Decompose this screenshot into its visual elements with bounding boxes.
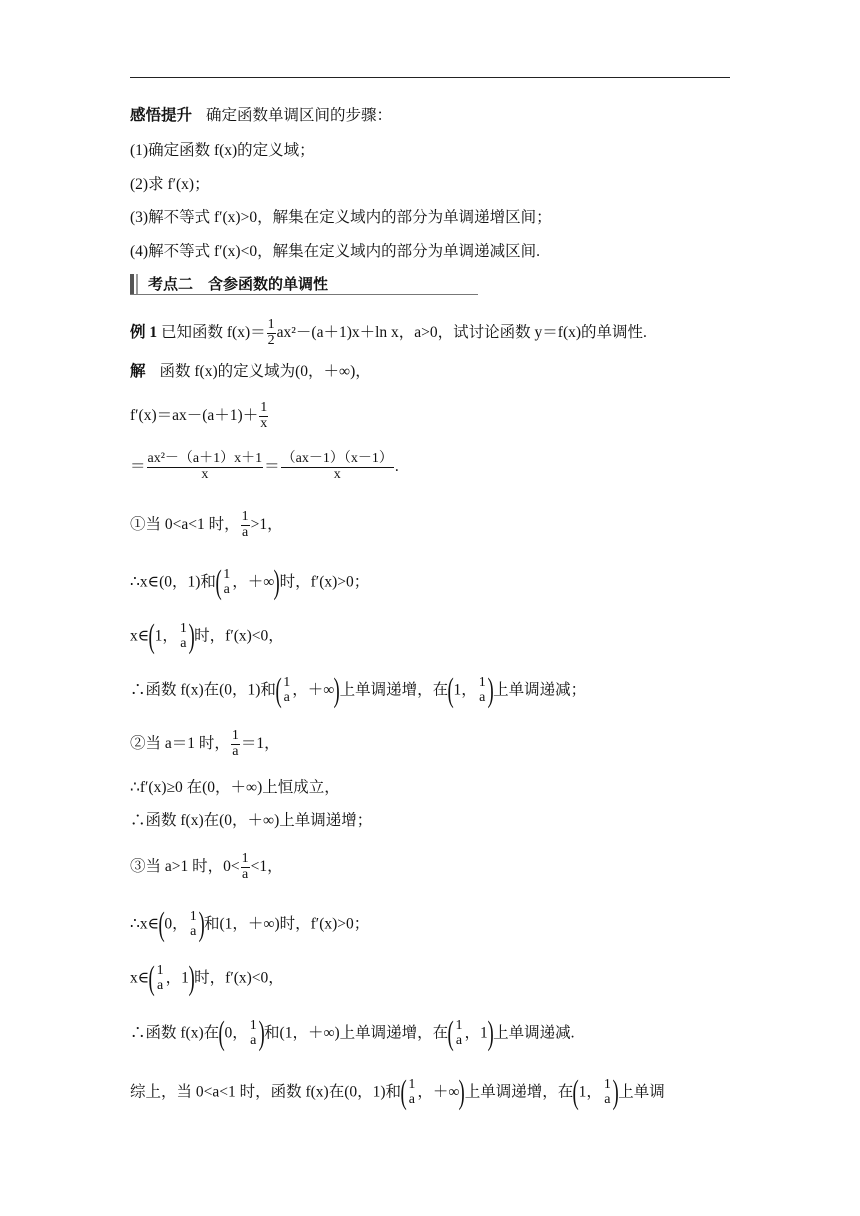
example-line (130, 318, 647, 348)
case2-line-1: ②当 a＝1 时， $\frac{1}{a}$ ＝1， (130, 728, 280, 759)
step-3: (3)解不等式 f′(x)>0，解集在定义域内的部分为单调递增区间； (130, 209, 552, 226)
solution-text: 函数 f(x)的定义域为(0，＋∞)， (159, 363, 371, 380)
section-heading (130, 272, 478, 295)
header-rule (130, 77, 730, 78)
case2-line-2: ∴f′(x)≥0 在(0，＋∞)上恒成立， (130, 779, 340, 796)
derivative-line-2: ＝ $\frac{\text{ax²－（a＋1）x＋1}}{x}$ ＝ $\frac{(ax-1)(x-1)}{x}$ . (130, 451, 399, 482)
example-text-a: 已知函数 f(x)＝ (161, 323, 266, 341)
case3-line-3: x∈( 1 a ，1)时，f′(x)<0， (130, 960, 284, 997)
step-4: (4)解不等式 f′(x)<0，解集在定义域内的部分为单调递减区间. (130, 243, 540, 260)
insight-label: 感悟提升 (130, 107, 193, 124)
case2-line-3: ∴函数 f(x)在(0，＋∞)上单调递增； (130, 812, 373, 829)
step-1: (1)确定函数 f(x)的定义域； (130, 142, 315, 159)
case3-line-2: ∴x∈(0， 1 a )和(1，＋∞)时，f′(x)>0； (130, 906, 370, 943)
fraction-half: $\frac{1}{2}$ (267, 317, 275, 348)
case1-line-3: x∈(1， 1 a )时，f′(x)<0， (130, 618, 284, 655)
case1-line-4: ∴函数 f(x)在(0，1)和( 1 a ，＋∞)上单调递增，在(1， 1 a )上单调递减； (130, 672, 587, 709)
step-2: (2)求 f′(x)； (130, 176, 210, 193)
summary-line: 综上，当 0<a<1 时，函数 f(x)在(0，1)和( 1 a ，＋∞)上单调递增，在(1， 1 a )上单调 (130, 1074, 665, 1111)
solution-line (130, 362, 371, 382)
case3-line-1: ③当 a>1 时，0< $\frac{1}{a}$ <1， (130, 851, 283, 882)
case1-line-2: ∴x∈(0，1)和( 1 a ，＋∞)时，f′(x)>0； (130, 564, 370, 601)
insight-text: 确定函数单调区间的步骤： (206, 107, 393, 124)
solution-label: 解 (130, 363, 146, 380)
example-text-b: ax²－(a＋1)x＋ln x，a>0，试讨论函数 y＝f(x)的单调性. (276, 323, 647, 341)
case1-line-1: ①当 0<a<1 时， $\frac{1}{a}$ >1， (130, 509, 283, 540)
example-label: 例 1 (130, 323, 158, 341)
insight-line (130, 106, 392, 126)
derivative-line-1: f′(x)＝ax－(a＋1)＋ $\frac{1}{x}$ (130, 400, 268, 431)
case3-line-4: ∴函数 f(x)在(0， 1 a )和(1，＋∞)上单调递增，在( 1 a ，1)上单调递减. (130, 1015, 575, 1052)
section-title: 考点二 含参函数的单调性 (148, 275, 329, 293)
